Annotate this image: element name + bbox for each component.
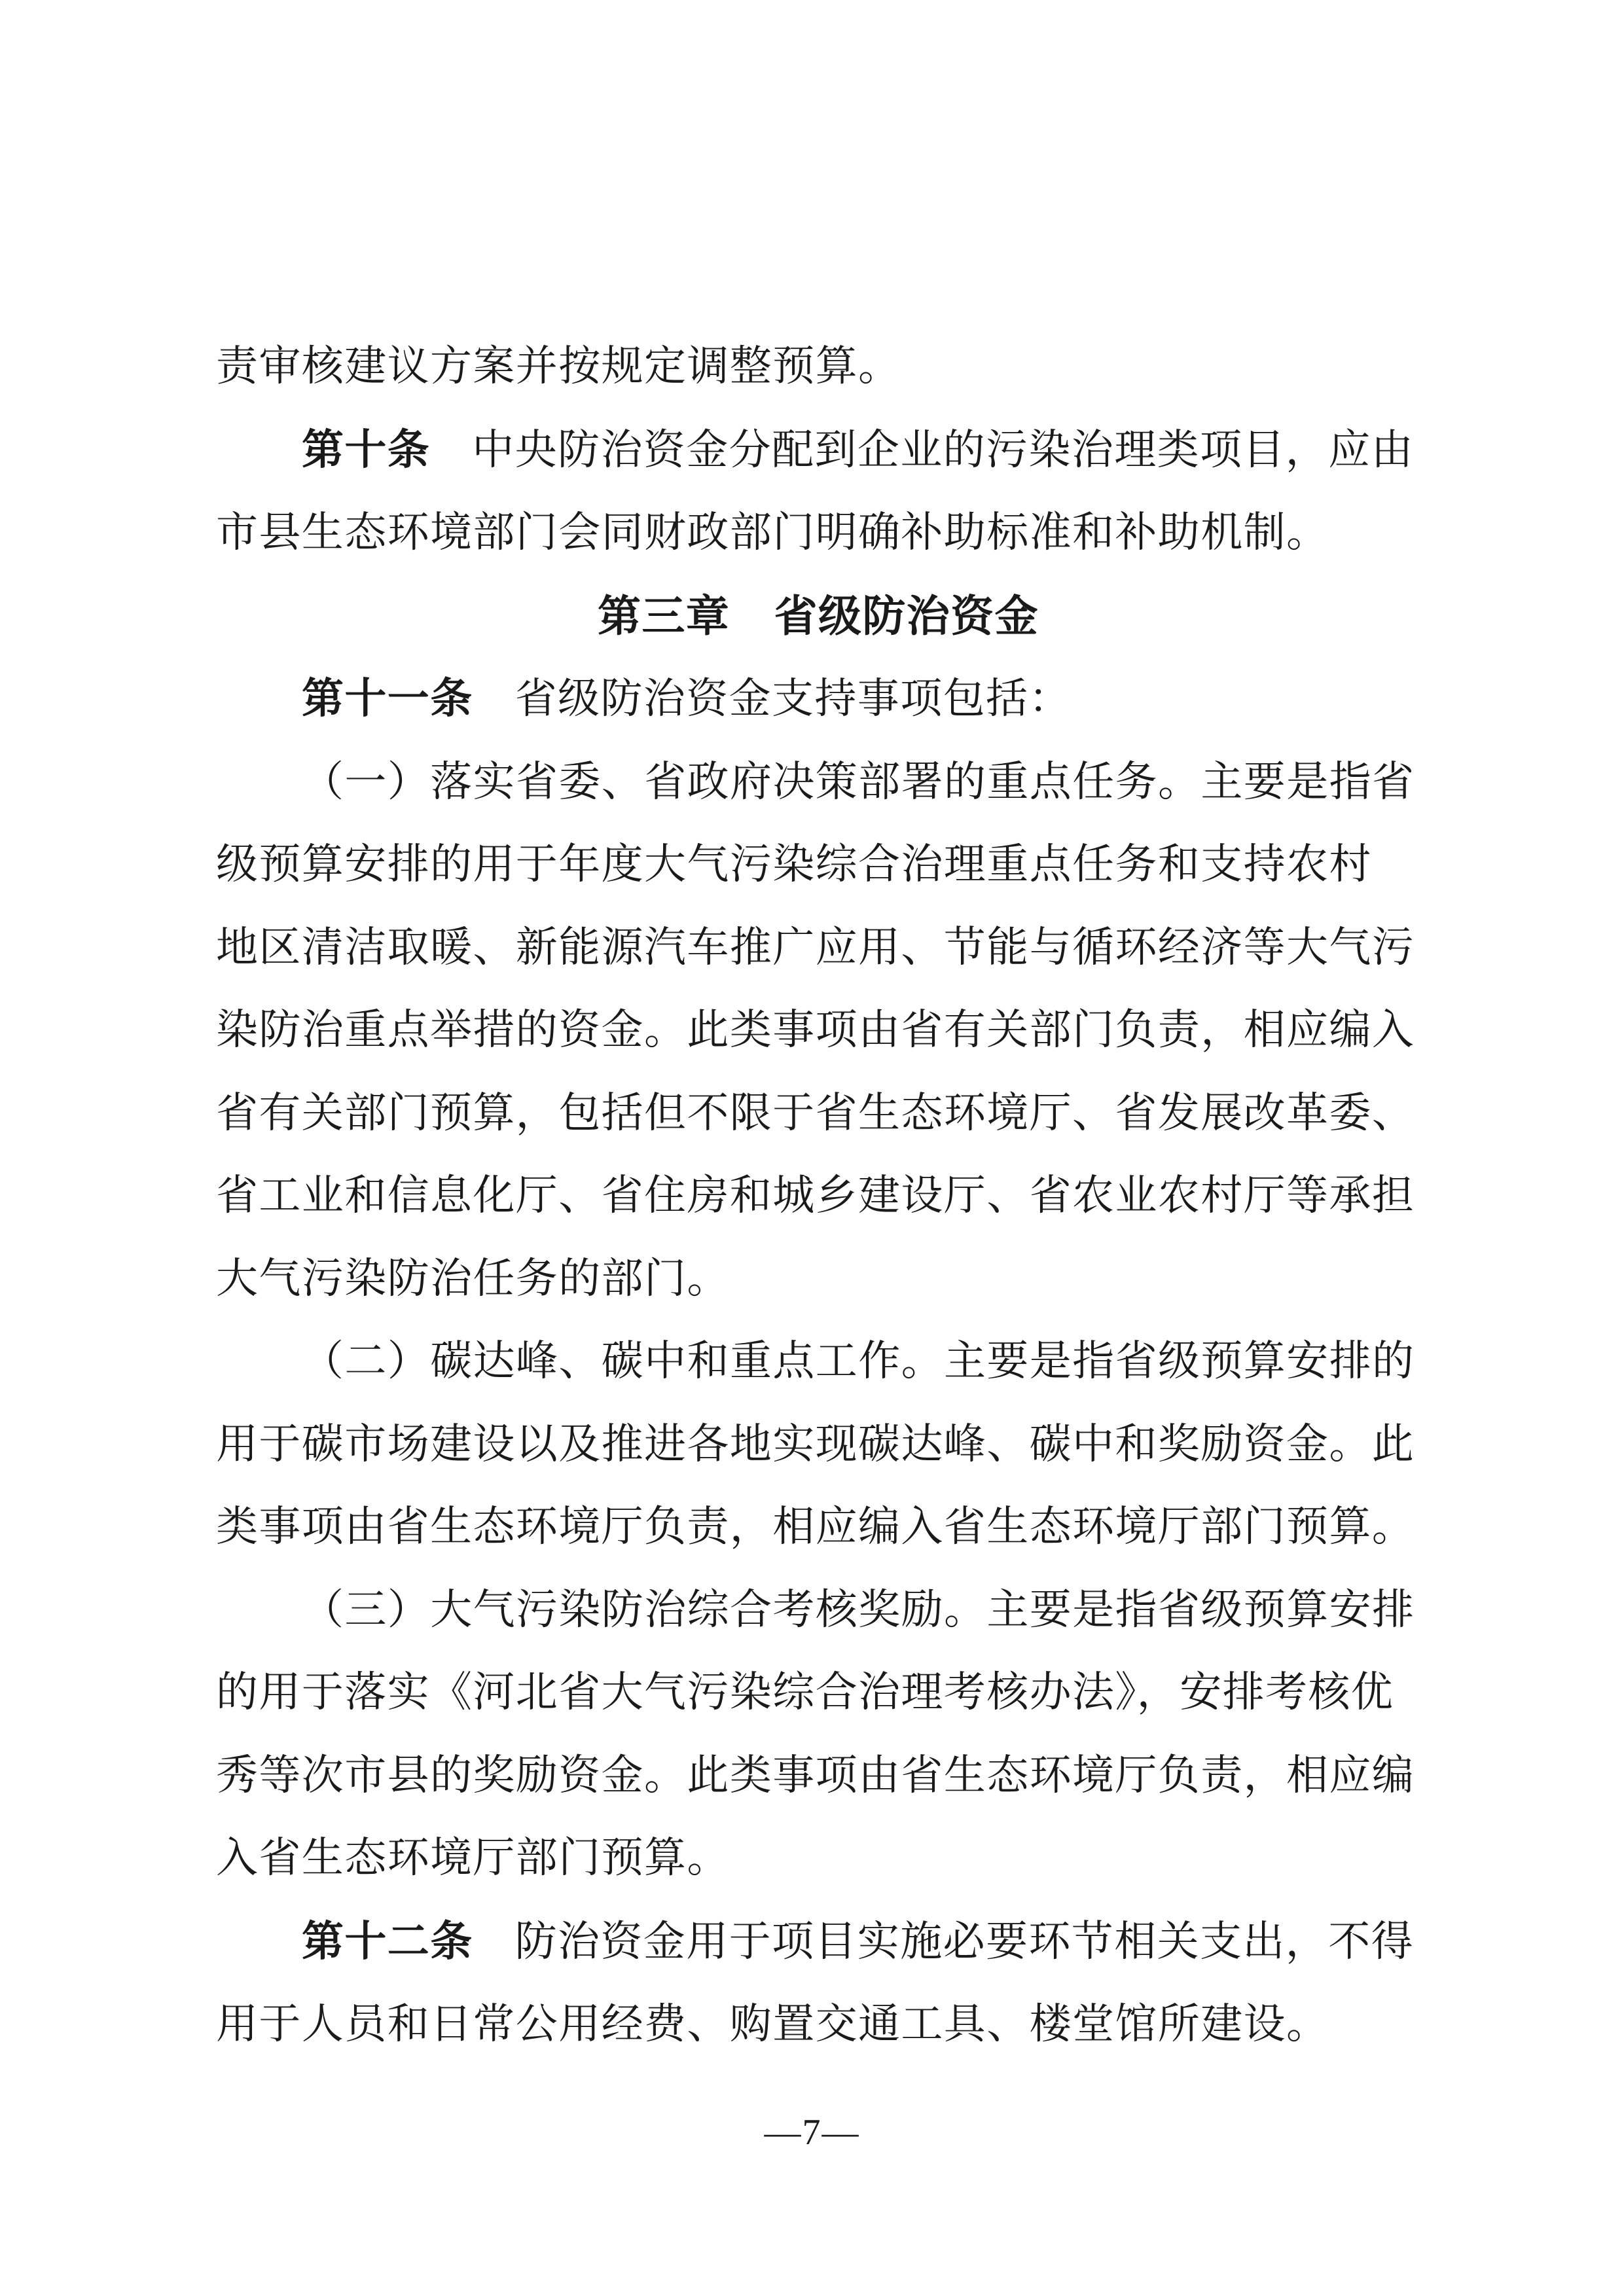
article-10-line <box>216 408 1420 492</box>
article-11-label: 第十一条 <box>302 675 473 722</box>
document-body <box>216 325 1420 2066</box>
article-10-label: 第十条 <box>302 425 431 473</box>
item-1-line-6: 省工业和信息化厅、省住房和城乡建设厅、省农业农村厅等承担 <box>216 1172 1415 1219</box>
article-11-line <box>216 657 1420 741</box>
item-1-line-3: 地区清洁取暖、新能源汽车推广应用、节能与循环经济等大气污 <box>216 924 1415 971</box>
page-footer <box>0 2111 1624 2153</box>
continuation-line: 责审核建议方案并按规定调整预算。 <box>216 343 901 389</box>
article-12-line-2: 用于人员和日常公用经费、购置交通工具、楼堂馆所建设。 <box>216 2001 1329 2047</box>
item-3-line-4: 入省生态环境厅部门预算。 <box>216 1835 730 1881</box>
article-12-label: 第十二条 <box>302 1917 473 1965</box>
article-12-line <box>216 1900 1420 1984</box>
item-3-line-3: 秀等次市县的奖励资金。此类事项由省生态环境厅负责，相应编 <box>216 1751 1415 1799</box>
article-11-text: 省级防治资金支持事项包括： <box>514 675 1072 722</box>
item-3-line-1: （三）大气污染防治综合考核奖励。主要是指省级预算安排 <box>302 1586 1415 1633</box>
article-10-line-2: 市县生态环境部门会同财政部门明确补助标准和补助机制。 <box>216 509 1329 556</box>
item-1-line-2: 级预算安排的用于年度大气污染综合治理重点任务和支持农村 <box>216 841 1372 888</box>
item-1-line-7: 大气污染防治任务的部门。 <box>216 1255 730 1302</box>
page-number: —7— <box>764 2112 860 2153</box>
article-10-text: 中央防治资金分配到企业的污染治理类项目，应由 <box>472 426 1415 473</box>
item-3-line-2: 的用于落实《河北省大气污染综合治理考核办法》，安排考核优 <box>216 1669 1394 1715</box>
item-1-line-4: 染防治重点举措的资金。此类事项由省有关部门负责，相应编入 <box>216 1007 1415 1053</box>
item-1-line-1: （一）落实省委、省政府决策部署的重点任务。主要是指省 <box>302 758 1415 805</box>
item-2-line-1: （二）碳达峰、碳中和重点工作。主要是指省级预算安排的 <box>302 1338 1415 1384</box>
item-2-line-2: 用于碳市场建设以及推进各地实现碳达峰、碳中和奖励资金。此 <box>216 1420 1415 1467</box>
item-1-line-5: 省有关部门预算，包括但不限于省生态环境厅、省发展改革委、 <box>216 1089 1415 1136</box>
item-2-line-3: 类事项由省生态环境厅负责，相应编入省生态环境厅部门预算。 <box>216 1503 1415 1550</box>
article-12-text: 防治资金用于项目实施必要环节相关支出，不得 <box>514 1918 1415 1965</box>
chapter-3-heading: 第三章 省级防治资金 <box>598 591 1039 640</box>
